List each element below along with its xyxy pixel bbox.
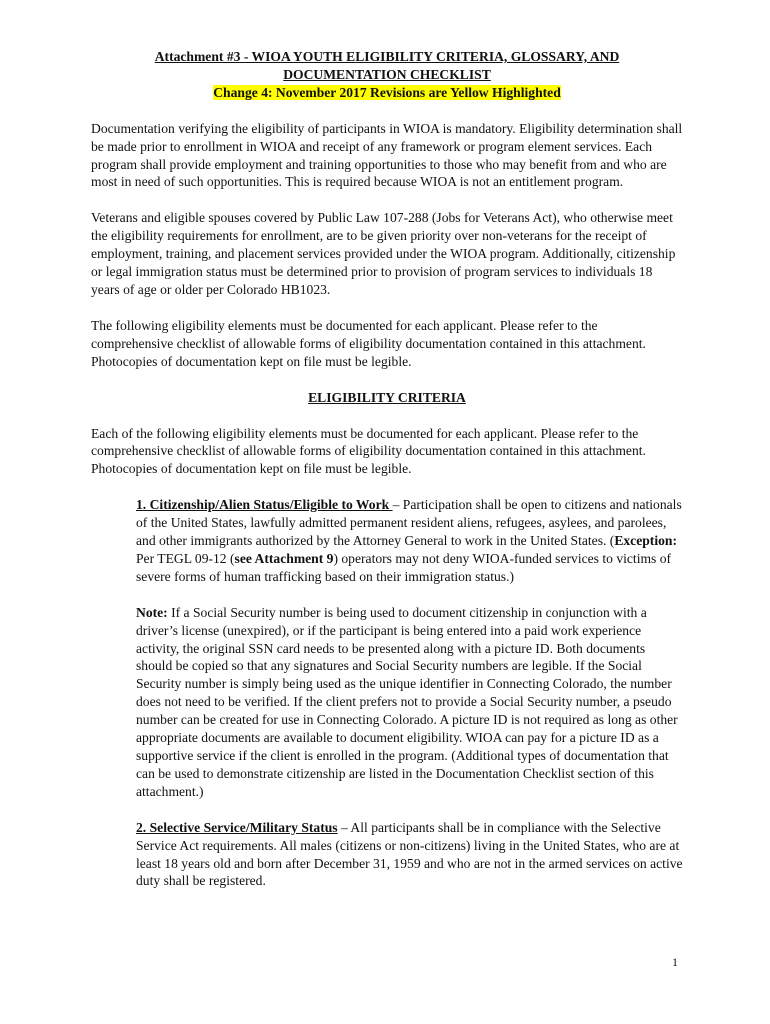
citizenship-note [136,604,683,801]
title-line-2: DOCUMENTATION CHECKLIST [283,66,491,82]
criterion-citizenship-heading: 1. Citizenship/Alien Status/Eligible to Work [136,497,393,513]
intro-paragraph-1: Documentation verifying the eligibility of participants in WIOA is mandatory. Eligibility determination shall be made prior to enrollment in WIOA and receipt of any framework or program element services. Each program shall provide employment and training opportunities to those who may benefit from and who are most in need of such opportunities. This is required because WIOA is not an entitlement program. [91,120,683,190]
note-text: If a Social Security number is being used to document citizenship in conjunction with a driver’s license (unexpired), or if the participant is being entered into a paid work experience activity, the original SSN card needs to be presented along with a picture ID. Both documents should be copied so that any signatures and Social Security numbers are legible. If the Social Security number is simply being used as the unique identifier in Connecting Colorado, the number does not need to be verified. If the client prefers not to provide a Social Security number, a pseudo number can be created for use in Connecting Colorado. A picture ID is not required as long as other appropriate documents are available to document eligibility. WIOA can pay for a picture ID as a supportive service if the client is enrolled in the program. (Additional types of documentation that can be used to demonstrate citizenship are listed in the Documentation Checklist section of this attachment.) [136,604,678,799]
see-attachment-reference: see Attachment 9 [234,550,334,566]
criterion-citizenship [136,496,683,586]
note-label: Note: [136,604,168,620]
criteria-intro-paragraph: Each of the following eligibility elements must be documented for each applicant. Please refer to the comprehensive checklist of allowable forms of eligibility documentation contained in this attachment. Photocopies of documentation kept on file must be legible. [91,425,646,477]
change-note [91,84,683,102]
exception-label: Exception: [614,533,677,549]
criterion-citizenship-text-a: – Participation shall be open to citizens and nationals of the United States, lawfully admitted permanent resident aliens, refugees, asylees, and parolees, and other immigrants authorized by the Attorney General to work in the United States. ( [136,497,682,549]
page-number: 1 [672,955,678,969]
title-line-1: Attachment #3 - WIOA YOUTH ELIGIBILITY CRITERIA, GLOSSARY, AND [154,49,620,64]
criterion-selective-service-text: – All participants shall be in compliance with the Selective Service Act requirements. All males (citizens or non-citizens) living in the United States, who are at least 18 years old and born after December 31, 1959 and who are not in the armed services on active duty shall be registered. [136,819,683,889]
document-title [91,48,683,84]
criterion-selective-service-heading: 2. Selective Service/Military Status [136,819,338,835]
eligibility-criteria-heading: ELIGIBILITY CRITERIA [308,389,466,405]
intro-paragraph-2: Veterans and eligible spouses covered by Public Law 107-288 (Jobs for Veterans Act), who otherwise meet the eligibility requirements for enrollment, are to be given priority over non-veterans for the receipt of employment, training, and placement services provided under the WIOA program. Additionally, citizenship or legal immigration status must be determined prior to provision of program services to individuals 18 years of age or older per Colorado HB1023. [91,210,676,297]
document-body [91,48,683,908]
criterion-selective-service [136,819,683,891]
change-note-highlight: Change 4: November 2017 Revisions are Yellow Highlighted [213,84,561,100]
intro-paragraph-3: The following eligibility elements must be documented for each applicant. Please refer to the comprehensive checklist of allowable forms of eligibility documentation contained in this attachment. Photocopies of documentation kept on file must be legible. [91,317,646,369]
criterion-citizenship-text-c: ) operators may not deny WIOA-funded services to victims of severe forms of human trafficking based on their immigration status.) [136,550,672,584]
criterion-citizenship-text-b: Per TEGL 09-12 ( [136,550,235,566]
